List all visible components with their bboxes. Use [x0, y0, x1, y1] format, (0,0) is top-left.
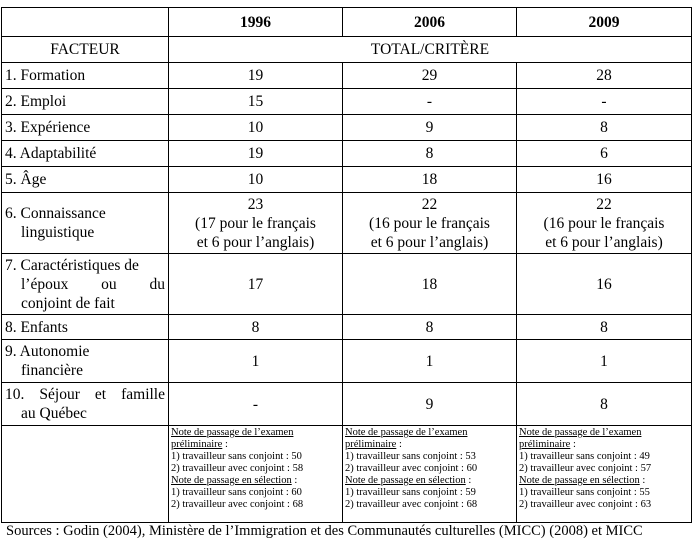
- criteria-table: [1, 7, 692, 523]
- factor-cell: 5. Âge: [2, 167, 169, 193]
- factor-line: 10. Séjour et famille: [5, 386, 165, 403]
- value-cell: 19: [169, 63, 343, 89]
- note-title: Note de passage de l’examen: [519, 427, 642, 438]
- factor-line: 7. Caractéristiques de: [5, 256, 139, 274]
- value-cell: 8: [169, 315, 343, 340]
- factor-line: 9. Autonomie: [5, 343, 90, 360]
- note-line: 1) travailleur sans conjoint : 60: [171, 487, 302, 498]
- note-line: 1) travailleur sans conjoint : 59: [345, 487, 476, 498]
- table-row: [2, 193, 692, 254]
- factor-line: conjoint de fait: [21, 294, 115, 312]
- value-cell: 19: [169, 141, 343, 167]
- note-line: 1) travailleur sans conjoint : 55: [519, 487, 650, 498]
- value-cell: 29: [343, 63, 517, 89]
- value-cell: -: [169, 383, 343, 426]
- factor-line: financière: [21, 362, 83, 379]
- note-line: 1) travailleur sans conjoint : 50: [171, 451, 302, 462]
- note-line: 1) travailleur sans conjoint : 53: [345, 451, 476, 462]
- year-2009: 2009: [517, 8, 692, 37]
- year-1996: 1996: [169, 8, 343, 37]
- value-detail: (17 pour le français: [195, 214, 316, 232]
- value-cell: 6: [517, 141, 692, 167]
- empty-corner-cell: [2, 8, 169, 37]
- table-row: [2, 63, 692, 89]
- factor-line: 6. Connaissance: [5, 205, 106, 222]
- table-row: [2, 89, 692, 115]
- value-cell: 10: [169, 115, 343, 141]
- value-cell: 10: [169, 167, 343, 193]
- note-line: 2) travailleur avec conjoint : 57: [519, 463, 652, 474]
- value-cell: 8: [517, 115, 692, 141]
- table-row: [2, 115, 692, 141]
- value-detail: (16 pour le français: [369, 214, 490, 232]
- note-line: 2) travailleur avec conjoint : 68: [345, 499, 478, 510]
- factor-cell: [2, 193, 169, 254]
- subheader-row: [2, 37, 692, 63]
- sources-caption: Sources : Godin (2004), Ministère de l’Immigration et des Communautés culturelles (MICC) (2008) et MICC: [6, 523, 643, 539]
- value-detail: et 6 pour l’anglais): [370, 233, 489, 251]
- note-line: 2) travailleur avec conjoint : 68: [171, 499, 304, 510]
- value-detail: et 6 pour l’anglais): [545, 233, 663, 251]
- value-cell: 9: [343, 383, 517, 426]
- passing-note-2009: [517, 426, 692, 523]
- note-title: préliminaire :: [519, 439, 576, 450]
- value-cell: 1: [343, 340, 517, 383]
- factor-line: l’époux ou du: [21, 275, 165, 293]
- value-cell: 18: [343, 254, 517, 315]
- notes-row: [2, 426, 692, 523]
- factor-cell: 1. Formation: [2, 63, 169, 89]
- value-total: 23: [247, 195, 264, 213]
- note-title: Note de passage en sélection :: [519, 475, 646, 486]
- factor-line: au Québec: [21, 405, 87, 422]
- factor-cell: 8. Enfants: [2, 315, 169, 340]
- factor-cell: [2, 254, 169, 315]
- passing-note-2006: [343, 426, 517, 523]
- note-line: 1) travailleur sans conjoint : 49: [519, 451, 650, 462]
- value-cell: -: [343, 89, 517, 115]
- table-row: [2, 167, 692, 193]
- value-cell: 1: [517, 340, 692, 383]
- value-cell: 16: [517, 254, 692, 315]
- value-detail: (16 pour le français: [543, 214, 665, 232]
- value-cell: 8: [517, 383, 692, 426]
- note-title: préliminaire :: [345, 439, 402, 450]
- value-cell: [343, 193, 517, 254]
- value-cell: 9: [343, 115, 517, 141]
- value-detail: et 6 pour l’anglais): [196, 233, 315, 251]
- factor-line: linguistique: [21, 224, 95, 241]
- table-row: [2, 340, 692, 383]
- table-row: [2, 383, 692, 426]
- factor-cell: 3. Expérience: [2, 115, 169, 141]
- note-line: 2) travailleur avec conjoint : 63: [519, 499, 652, 510]
- value-cell: 17: [169, 254, 343, 315]
- factor-cell: [2, 383, 169, 426]
- value-cell: 18: [343, 167, 517, 193]
- note-title: préliminaire :: [171, 439, 228, 450]
- factor-cell: [2, 340, 169, 383]
- value-cell: 15: [169, 89, 343, 115]
- value-cell: [517, 193, 692, 254]
- value-cell: 16: [517, 167, 692, 193]
- value-cell: 8: [517, 315, 692, 340]
- table-row: [2, 141, 692, 167]
- value-cell: [169, 193, 343, 254]
- total-criteria-label: TOTAL/CRITÈRE: [169, 37, 692, 63]
- table-row: [2, 315, 692, 340]
- value-cell: 28: [517, 63, 692, 89]
- year-2006: 2006: [343, 8, 517, 37]
- note-title: Note de passage de l’examen: [171, 427, 294, 438]
- note-line: 2) travailleur avec conjoint : 60: [345, 463, 478, 474]
- factor-cell: 4. Adaptabilité: [2, 141, 169, 167]
- value-cell: -: [517, 89, 692, 115]
- factor-cell: 2. Emploi: [2, 89, 169, 115]
- note-title: Note de passage de l’examen: [345, 427, 468, 438]
- value-total: 22: [421, 195, 438, 213]
- table-row: [2, 254, 692, 315]
- value-cell: 8: [343, 141, 517, 167]
- note-line: 2) travailleur avec conjoint : 58: [171, 463, 304, 474]
- year-header-row: [2, 8, 692, 37]
- passing-note-1996: [169, 426, 343, 523]
- value-cell: 1: [169, 340, 343, 383]
- value-cell: 8: [343, 315, 517, 340]
- note-title: Note de passage en sélection :: [171, 475, 298, 486]
- empty-notes-cell: [2, 426, 169, 523]
- factor-column-label: FACTEUR: [2, 37, 169, 63]
- note-title: Note de passage en sélection :: [345, 475, 472, 486]
- value-total: 22: [596, 195, 612, 213]
